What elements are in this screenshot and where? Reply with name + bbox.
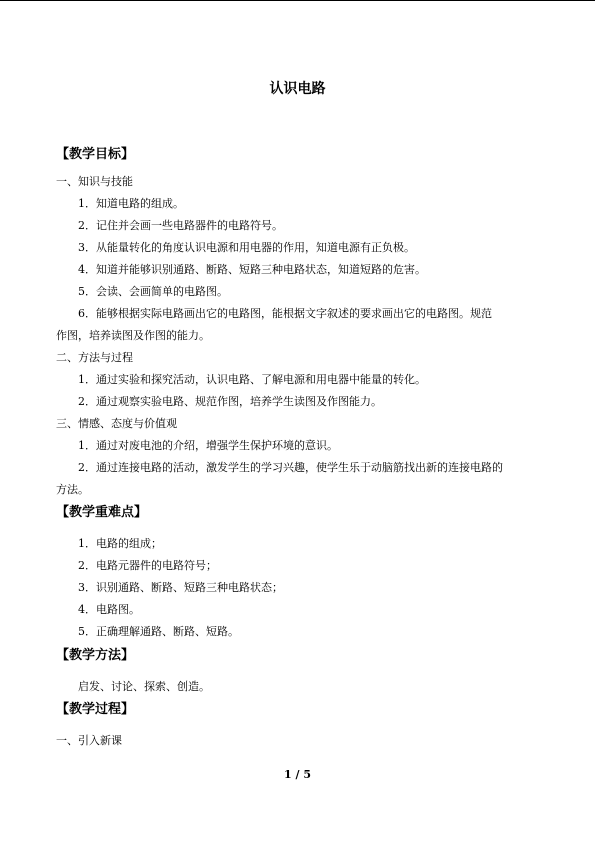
goals-method-item-2: 2．通过观察实验电路、规范作图，培养学生读图及作图能力。 — [78, 395, 382, 408]
page-number: 1 / 5 — [284, 768, 311, 781]
goals-method-item-1: 1．通过实验和探究活动，认识电路、了解电源和用电器中能量的转化。 — [78, 373, 426, 386]
page-top-border — [0, 0, 595, 1]
goals-knowledge-item-6: 6．能够根据实际电路画出它的电路图，能根据文字叙述的要求画出它的电路图。规范 — [78, 307, 492, 320]
goals-knowledge-item-5: 5．会读、会画简单的电路图。 — [78, 285, 228, 298]
goals-knowledge-item-3: 3．从能量转化的角度认识电源和用电器的作用，知道电源有正负极。 — [78, 241, 415, 254]
process-heading: 【教学过程】 — [56, 702, 135, 717]
goals-subheading-knowledge: 一、知识与技能 — [56, 175, 133, 188]
goals-knowledge-item-6-cont: 作图，培养读图及作图的能力。 — [56, 329, 210, 342]
keypoints-item-1: 1．电路的组成； — [78, 537, 162, 550]
goals-heading: 【教学目标】 — [56, 147, 135, 162]
goals-subheading-emotion: 三、情感、态度与价值观 — [56, 417, 177, 430]
goals-knowledge-item-2: 2．记住并会画一些电路器件的电路符号。 — [78, 219, 283, 232]
keypoints-item-5: 5．正确理解通路、断路、短路。 — [78, 625, 239, 638]
keypoints-item-4: 4．电路图。 — [78, 603, 140, 616]
keypoints-heading: 【教学重难点】 — [56, 505, 148, 520]
goals-emotion-item-2-cont: 方法。 — [56, 483, 89, 496]
methods-text: 启发、讨论、探索、创造。 — [78, 680, 210, 693]
keypoints-item-2: 2．电路元器件的电路符号； — [78, 559, 217, 572]
goals-emotion-item-2: 2．通过连接电路的活动，激发学生的学习兴趣，使学生乐于动脑筋找出新的连接电路的 — [78, 461, 503, 474]
goals-emotion-item-1: 1．通过对废电池的介绍，增强学生保护环境的意识。 — [78, 439, 338, 452]
document-title: 认识电路 — [269, 81, 326, 97]
keypoints-item-3: 3．识别通路、断路、短路三种电路状态； — [78, 581, 283, 594]
goals-knowledge-item-4: 4．知道并能够识别通路、断路、短路三种电路状态，知道短路的危害。 — [78, 263, 426, 276]
goals-subheading-method: 二、方法与过程 — [56, 351, 133, 364]
methods-heading: 【教学方法】 — [56, 648, 135, 663]
goals-knowledge-item-1: 1．知道电路的组成。 — [78, 197, 184, 210]
process-subheading-intro: 一、引入新课 — [56, 734, 122, 747]
